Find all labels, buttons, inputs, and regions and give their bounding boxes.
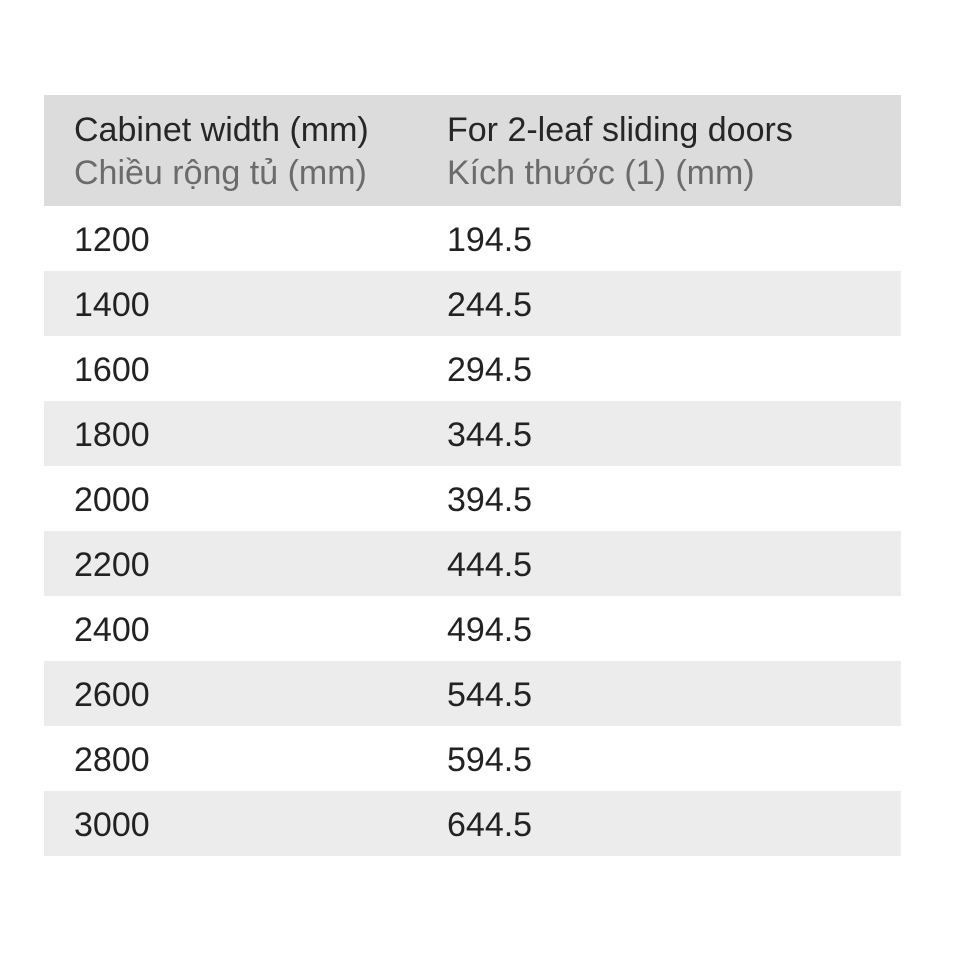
table-row [44,206,901,271]
cell-door-size: 544.5 [447,675,533,714]
cell-door-size: 644.5 [447,805,533,844]
cell-door-size: 344.5 [447,415,533,454]
cell-cabinet-width: 2400 [74,610,150,649]
cell-door-size: 494.5 [447,610,533,649]
table-row [44,336,901,401]
cell-cabinet-width: 2600 [74,675,150,714]
cell-cabinet-width: 2200 [74,545,150,584]
cell-cabinet-width: 1600 [74,350,150,389]
table-row [44,271,901,336]
header-cabinet-width [44,110,447,206]
cell-cabinet-width: 1400 [74,285,150,324]
dimension-table [44,95,901,856]
cell-door-size: 594.5 [447,740,533,779]
cell-door-size: 394.5 [447,480,533,519]
header-door-size [447,110,901,206]
table-header [44,95,901,206]
cell-door-size: 244.5 [447,285,533,324]
table-row [44,596,901,661]
table-row [44,791,901,856]
table-row [44,401,901,466]
cell-door-size: 444.5 [447,545,533,584]
table-row [44,531,901,596]
table-row [44,661,901,726]
cell-door-size: 294.5 [447,350,533,389]
header-cabinet-width-en: Cabinet width (mm) [74,111,369,149]
cell-cabinet-width: 1800 [74,415,150,454]
header-door-size-vi: Kích thước (1) (mm) [447,154,755,192]
cell-door-size: 194.5 [447,220,533,259]
header-cabinet-width-vi: Chiều rộng tủ (mm) [74,154,367,192]
table-row [44,466,901,531]
cell-cabinet-width: 3000 [74,805,150,844]
header-door-size-en: For 2-leaf sliding doors [447,111,793,149]
cell-cabinet-width: 1200 [74,220,150,259]
cell-cabinet-width: 2800 [74,740,150,779]
cell-cabinet-width: 2000 [74,480,150,519]
table-row [44,726,901,791]
